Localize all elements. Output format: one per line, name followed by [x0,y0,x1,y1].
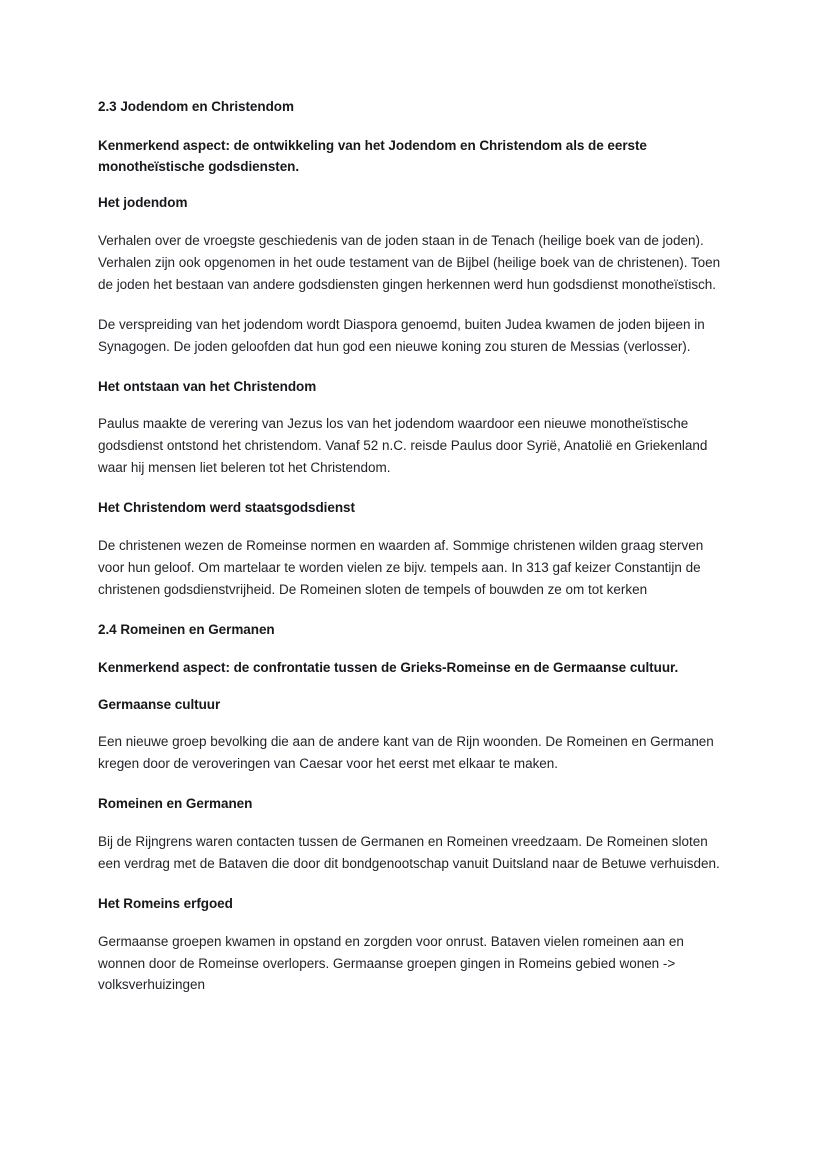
subsection-heading-germaanse-cultuur: Germaanse cultuur [98,696,221,712]
subsection-heading-ontstaan-christendom: Het ontstaan van het Christendom [98,378,317,394]
subsection-heading-romeins-erfgoed: Het Romeins erfgoed [98,895,233,911]
subsection-heading-het-jodendom: Het jodendom [98,195,188,211]
paragraph-germaanse-cultuur-1: Een nieuwe groep bevolking die aan de andere kant van de Rijn woonden. De Romeinen en Germanen kregen door de veroveringen van Caesar voor het eerst met elkaar te maken. [98,734,714,772]
section-2-3 [98,98,732,601]
paragraph-jodendom-2: De verspreiding van het jodendom wordt Diaspora genoemd, buiten Judea kwamen de joden bijeen in Synagogen. De joden geloofden dat hun god een nieuwe koning zou sturen de Messias (verlosser). [98,316,705,354]
section-aspect-2-4: Kenmerkend aspect: de confrontatie tussen de Grieks-Romeinse en de Germaanse cultuur. [98,660,679,676]
document-content [98,98,732,1014]
section-heading-2-3: 2.3 Jodendom en Christendom [98,99,294,114]
paragraph-staatsgodsdienst-1: De christenen wezen de Romeinse normen en waarden af. Sommige christenen wilden graag sterven voor hun geloof. Om martelaar te worden vielen ze bijv. tempels aan. In 313 gaf keizer Constantijn de christenen godsdienstvrijheid. De Romeinen sloten de tempels of bouwden ze om tot kerken [98,537,704,597]
paragraph-romeinen-en-germanen-1: Bij de Rijngrens waren contacten tussen de Germanen en Romeinen vreedzaam. De Romeinen sloten een verdrag met de Bataven die door dit bondgenootschap vanuit Duitsland naar de Betuwe verhuisden. [98,834,720,871]
subsection-heading-staatsgodsdienst: Het Christendom werd staatsgodsdienst [98,500,355,516]
section-2-4 [98,621,732,997]
paragraph-ontstaan-christendom-1: Paulus maakte de verering van Jezus los van het jodendom waardoor een nieuwe monotheïstische godsdienst ontstond het christendom. Vanaf 52 n.C. reisde Paulus door Syrië, Anatolië en Griekenland waar hij mensen liet beleren tot het Christendom. [98,416,708,476]
subsection-heading-romeinen-en-germanen: Romeinen en Germanen [98,796,253,812]
section-heading-2-4: 2.4 Romeinen en Germanen [98,621,275,637]
paragraph-romeins-erfgoed-1: Germaanse groepen kwamen in opstand en zorgden voor onrust. Bataven vielen romeinen aan en wonnen door de Romeinse overlopers. Germaanse groepen gingen in Romeins gebied wonen -> volksverhuizingen [98,933,684,993]
section-aspect-2-3: Kenmerkend aspect: de ontwikkeling van het Jodendom en Christendom als de eerste monotheïstische godsdiensten. [98,137,647,175]
paragraph-jodendom-1: Verhalen over de vroegste geschiedenis van de joden staan in de Tenach (heilige boek van de joden). Verhalen zijn ook opgenomen in het oude testament van de Bijbel (heilige boek van de christenen). Toen de joden het bestaan van andere godsdiensten gingen herkennen werd hun godsdienst monotheïstisch. [98,233,721,292]
